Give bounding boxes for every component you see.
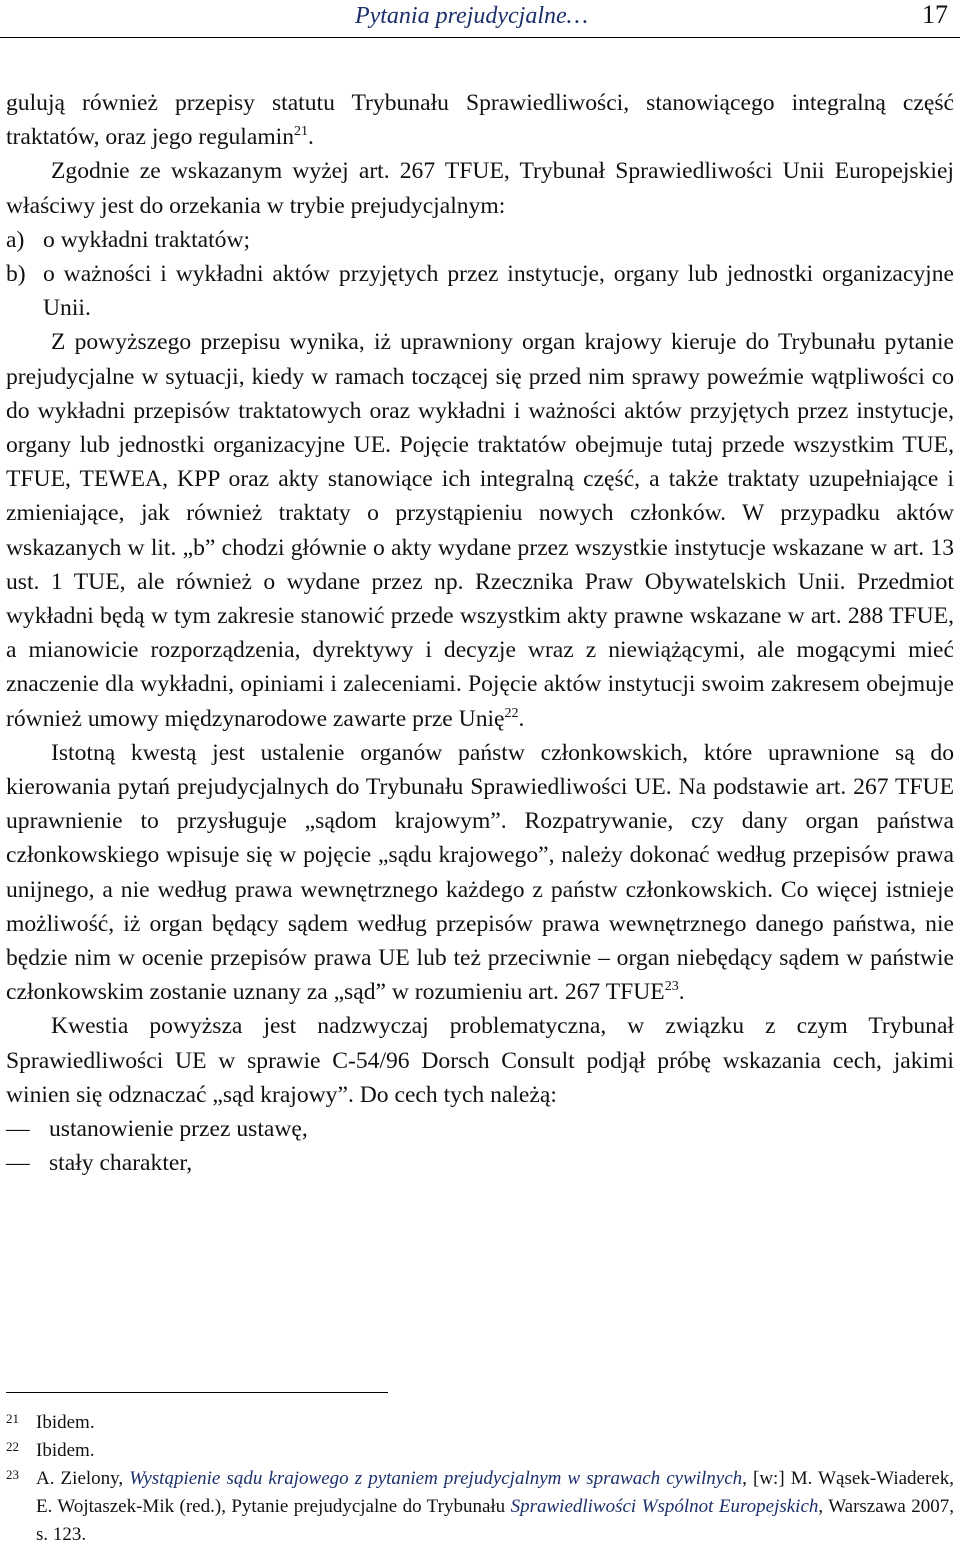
dash-text: stały charakter, (49, 1150, 193, 1177)
cited-title: Wystąpienie sądu krajowego z pytaniem prejudycjalnym w sprawach cywilnych (129, 1468, 743, 1489)
list-text: o wykładni traktatów; (43, 226, 251, 253)
cited-title-2: Sprawiedliwości Wspólnot Europejskich (510, 1496, 819, 1517)
paragraph-4: Istotną kwestą jest ustalenie organów państw członkowskich, które uprawnione są do kierowania pytań prejudycjalnych do Trybunału Sprawiedliwości UE. Na podstawie art. 267 TFUE uprawnienie to przysługuje „sądom krajowym”. Rozpatrywanie, czy dany organ państwa członkowskiego wpisuje się w pojęcie „sądu krajowego”, należy dokonać według przepisów prawa unijnego, a nie według prawa wewnętrznego każdego z państw członkowskich. Co więcej istnieje możliwość, iż organ będący sądem według przepisów prawa wewnętrznego danego państwa, nie będzie nim w ocenie przepisów prawa UE lub też przeciwnie – organ niebędący sądem w państwie członkowskim zostanie uznany za „sąd” w rozumieniu art. 267 TFUE$^{23}$. (6, 739, 954, 1006)
running-title: Pytania prejudycjalne… (354, 3, 588, 29)
dash-marker: — (6, 1116, 30, 1143)
paragraph-3: Z powyższego przepisu wynika, iż uprawniony organ krajowy kieruje do Trybunału pytanie prejudycjalne w sytuacji, kiedy w ramach toczącej się przed nim sprawy poweźmie wątpliwości co do wykładni przepisów traktatowych oraz wykładni i ważności aktów przyjętych przez instytucje, organy lub jednostki organizacyjne UE. Pojęcie traktatów obejmuje tutaj przede wszystkim TUE, TFUE, TEWEA, KPP oraz akty stanowiące ich integralną część, a także traktaty uzupełniające i zmieniające, jak również traktaty o przystąpieniu nowych członków. W przypadku aktów wskazanych w lit. „b” chodzi głównie o akty wydane przez wszystkie instytucje wskazane w art. 13 ust. 1 TUE, ale również o wydane przez np. Rzecznika Praw Obywatelskich Unii. Przedmiot wykładni będą w tym zakresie stanowić przede wszystkim akty prawne wskazane w art. 288 TFUE, a mianowicie rozporządzenia, dyrektywy i decyzje wraz z niewiążącymi, ale mogącymi mieć znaczenie dla wykładni, opiniami i zaleceniami. Pojęcie aktów instytucji swoim zakresem obejmuje również umowy międzynarodowe zawarte prze Unię$^{22}$. (6, 329, 954, 732)
footnote-text: Ibidem. (36, 1440, 95, 1461)
footnote-ref-21[interactable]: 21 (294, 124, 309, 140)
footnote-22 (6, 1437, 954, 1465)
footnote-text: Ibidem. (36, 1412, 95, 1433)
list-item-a (6, 223, 954, 257)
footnote-text: A. Zielony, Wystąpienie sądu krajowego z pytaniem prejudycjalnym w sprawach cywilnych, [w:] M. Wąsek-Wiaderek, E. Wojtaszek-Mik (red.), Pytanie prejudycjalne do Trybunału Sprawiedliwości Wspólnot Europejskich, Warszawa 2007, s. 123. (36, 1468, 954, 1545)
footnote-23 (6, 1465, 954, 1549)
footnote-ref-22[interactable]: 22 (504, 705, 519, 721)
paragraph-5: Kwestia powyższa jest nadzwyczaj problematyczna, w związku z czym Trybunał Sprawiedliwości UE w sprawie C-54/96 Dorsch Consult podjął próbę wskazania cech, jakimi winien się odznaczać „sąd krajowy”. Do cech tych należą: (6, 1013, 954, 1108)
dash-text: ustanowienie przez ustawę, (49, 1116, 308, 1143)
paragraph-1: gulują również przepisy statutu Trybunału Sprawiedliwości, stanowiącego integralną część traktatów, oraz jego regulamin$^{21}$. (6, 90, 954, 151)
footnote-21 (6, 1409, 954, 1437)
footnote-number: 23 (6, 1467, 19, 1482)
list-marker: b) (6, 261, 26, 288)
dash-list-item (6, 1112, 954, 1146)
list-marker: a) (6, 226, 25, 253)
paragraph-2: Zgodnie ze wskazanym wyżej art. 267 TFUE, Trybunał Sprawiedliwości Unii Europejskiej właściwy jest do orzekania w trybie prejudycjalnym: (6, 158, 954, 219)
list-text: o ważności i wykładni aktów przyjętych przez instytucje, organy lub jednostki organizacyjne Unii. (43, 261, 954, 322)
footnote-separator (6, 1392, 388, 1393)
body-text (6, 86, 954, 1181)
dash-list-item (6, 1146, 954, 1180)
dash-marker: — (6, 1150, 30, 1177)
page-number: 17 (922, 0, 948, 29)
footnote-number: 22 (6, 1439, 19, 1454)
footnote-number: 21 (6, 1411, 19, 1426)
footnote-ref-23[interactable]: 23 (664, 979, 679, 995)
footnotes (6, 1392, 954, 1549)
list-item-b (6, 257, 954, 325)
page-header (0, 0, 960, 38)
